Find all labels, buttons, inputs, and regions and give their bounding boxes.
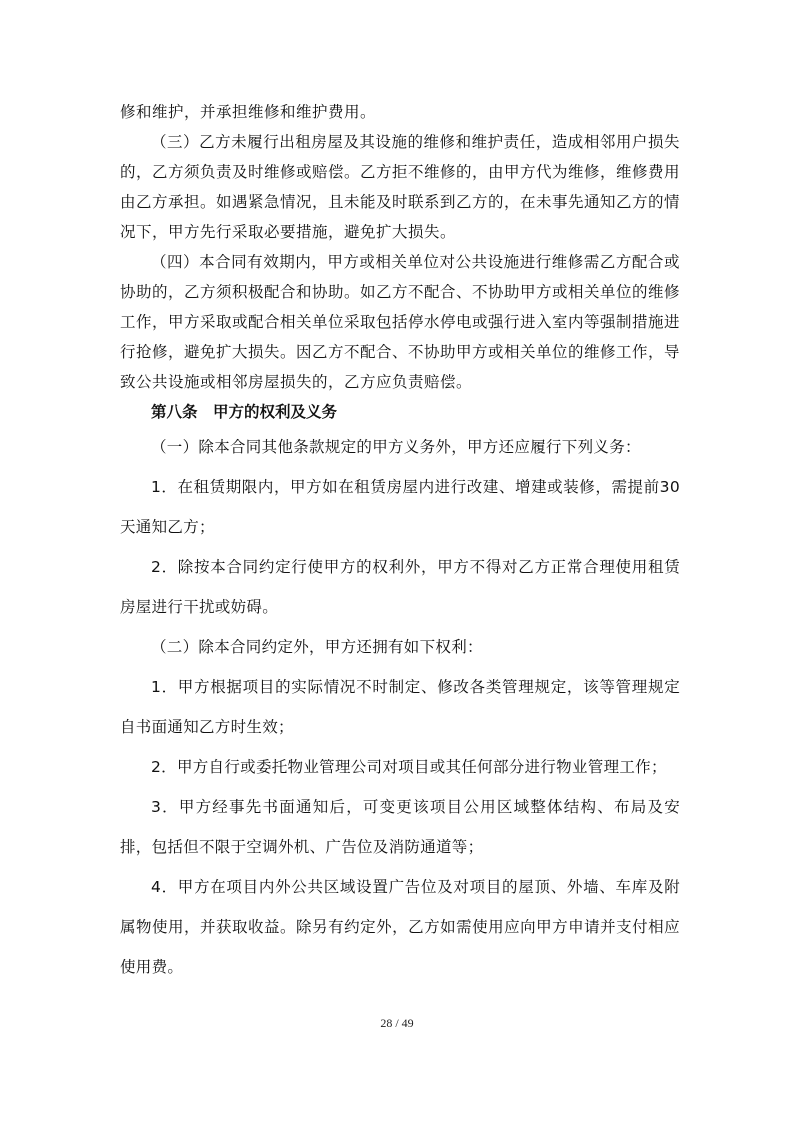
page-number: 28 / 49 bbox=[380, 1016, 414, 1030]
paragraph-section-2-item-2: 2．甲方自行或委托物业管理公司对项目或其任何部分进行物业管理工作； bbox=[151, 758, 667, 776]
paragraph-section-1: （一）除本合同其他条款规定的甲方义务外，甲方还应履行下列义务： bbox=[151, 438, 641, 456]
paragraph-section-2: （二）除本合同约定外，甲方还拥有如下权利： bbox=[151, 638, 483, 656]
paragraph-section-2-item-4: 4．甲方在项目内外公共区域设置广告位及对项目的屋顶、外墙、车库及附属物使用，并获取收益。除另有约定外，乙方如需使用应向甲方申请并支付相应使用费。 bbox=[120, 878, 680, 976]
paragraph-clause-4: （四）本合同有效期内，甲方或相关单位对公共设施进行维修需乙方配合或协助的，乙方须积极配合和协助。如乙方不配合、不协助甲方或相关单位的维修工作，甲方采取或配合相关单位采取包括停水停电或强行进入室内等强制措施进行抢修，避免扩大损失。因乙方不配合、不协助甲方或相关单位的维修工作，导致公共设施或相邻房屋损失的，乙方应负责赔偿。 bbox=[120, 253, 681, 391]
paragraph-section-1-item-2: 2．除按本合同约定行使甲方的权利外，甲方不得对乙方正常合理使用租赁房屋进行干扰或妨碍。 bbox=[120, 558, 680, 616]
paragraph-section-1-item-1: 1．在租赁期限内，甲方如在租赁房屋内进行改建、增建或装修，需提前30天通知乙方； bbox=[120, 478, 680, 536]
article-8-heading: 第八条 甲方的权利及义务 bbox=[151, 403, 338, 421]
paragraph-section-2-item-1: 1．甲方根据项目的实际情况不时制定、修改各类管理规定，该等管理规定自书面通知乙方时生效； bbox=[120, 678, 680, 736]
paragraph-clause-3: （三）乙方未履行出租房屋及其设施的维修和维护责任，造成相邻用户损失的，乙方须负责及时维修或赔偿。乙方拒不维修的，由甲方代为维修，维修费用由乙方承担。如遇紧急情况，且未能及时联系到乙方的，在未事先通知乙方的情况下，甲方先行采取必要措施，避免扩大损失。 bbox=[120, 133, 681, 241]
document-body bbox=[120, 97, 680, 987]
paragraph-maintenance-continued: 修和维护，并承担维修和维护费用。 bbox=[120, 103, 377, 121]
paragraph-section-2-item-3: 3．甲方经事先书面通知后，可变更该项目公用区域整体结构、布局及安排，包括但不限于空调外机、广告位及消防通道等； bbox=[120, 798, 680, 856]
